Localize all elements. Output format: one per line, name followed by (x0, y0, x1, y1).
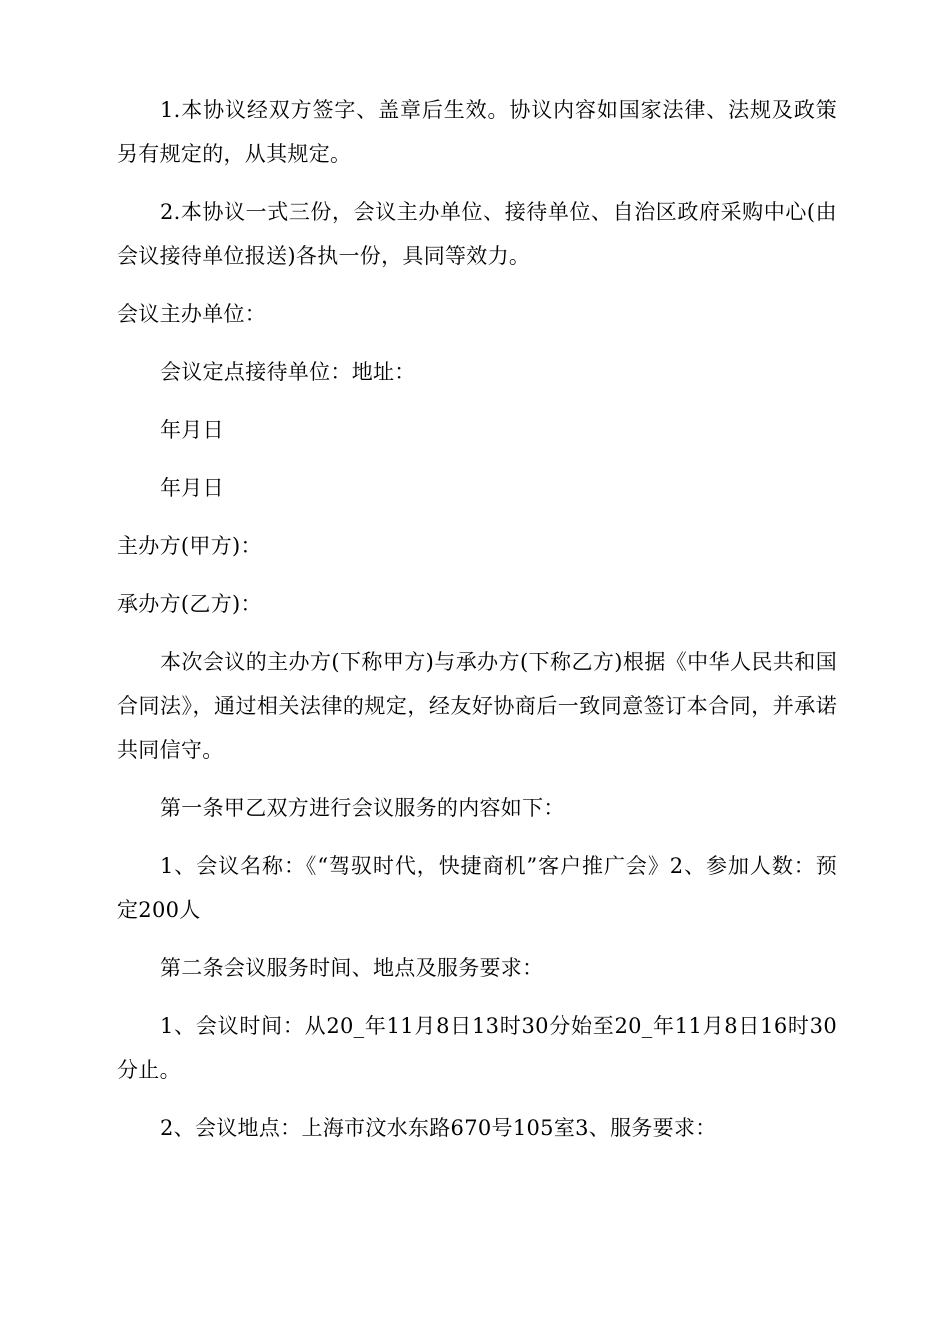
paragraph-agreement-effect: 1.本协议经双方签字、盖章后生效。协议内容如国家法律、法规及政策另有规定的，从其规定。 (117, 98, 837, 166)
paragraph-article-1: 第一条甲乙双方进行会议服务的内容如下： (160, 796, 565, 820)
paragraph-meeting-location: 2、会议地点：上海市汶水东路670号105室3、服务要求： (160, 1116, 717, 1140)
paragraph-party-a: 主办方(甲方)： (117, 534, 262, 558)
paragraph-preamble: 本次会议的主办方(下称甲方)与承办方(下称乙方)根据《中华人民共和国合同法》，通过相关法律的规定，经友好协商后一致同意签订本合同，并承诺共同信守。 (117, 650, 837, 762)
paragraph-article-2: 第二条会议服务时间、地点及服务要求： (160, 956, 544, 980)
document-page (117, 88, 837, 1150)
paragraph-copies: 2.本协议一式三份，会议主办单位、接待单位、自治区政府采购中心(由会议接待单位报送)各执一份，具同等效力。 (117, 200, 837, 268)
paragraph-party-b: 承办方(乙方)： (117, 592, 262, 616)
paragraph-host-unit: 会议主办单位： (117, 302, 267, 326)
paragraph-date-1: 年月日 (160, 418, 224, 442)
paragraph-meeting-time: 1、会议时间：从20_年11月8日13时30分始至20_年11月8日16时30分止。 (117, 1014, 837, 1082)
paragraph-meeting-name: 1、会议名称：《“驾驭时代，快捷商机”客户推广会》2、参加人数：预定200人 (117, 854, 837, 922)
paragraph-reception-unit: 会议定点接待单位：地址： (160, 360, 416, 384)
paragraph-date-2: 年月日 (160, 476, 224, 500)
